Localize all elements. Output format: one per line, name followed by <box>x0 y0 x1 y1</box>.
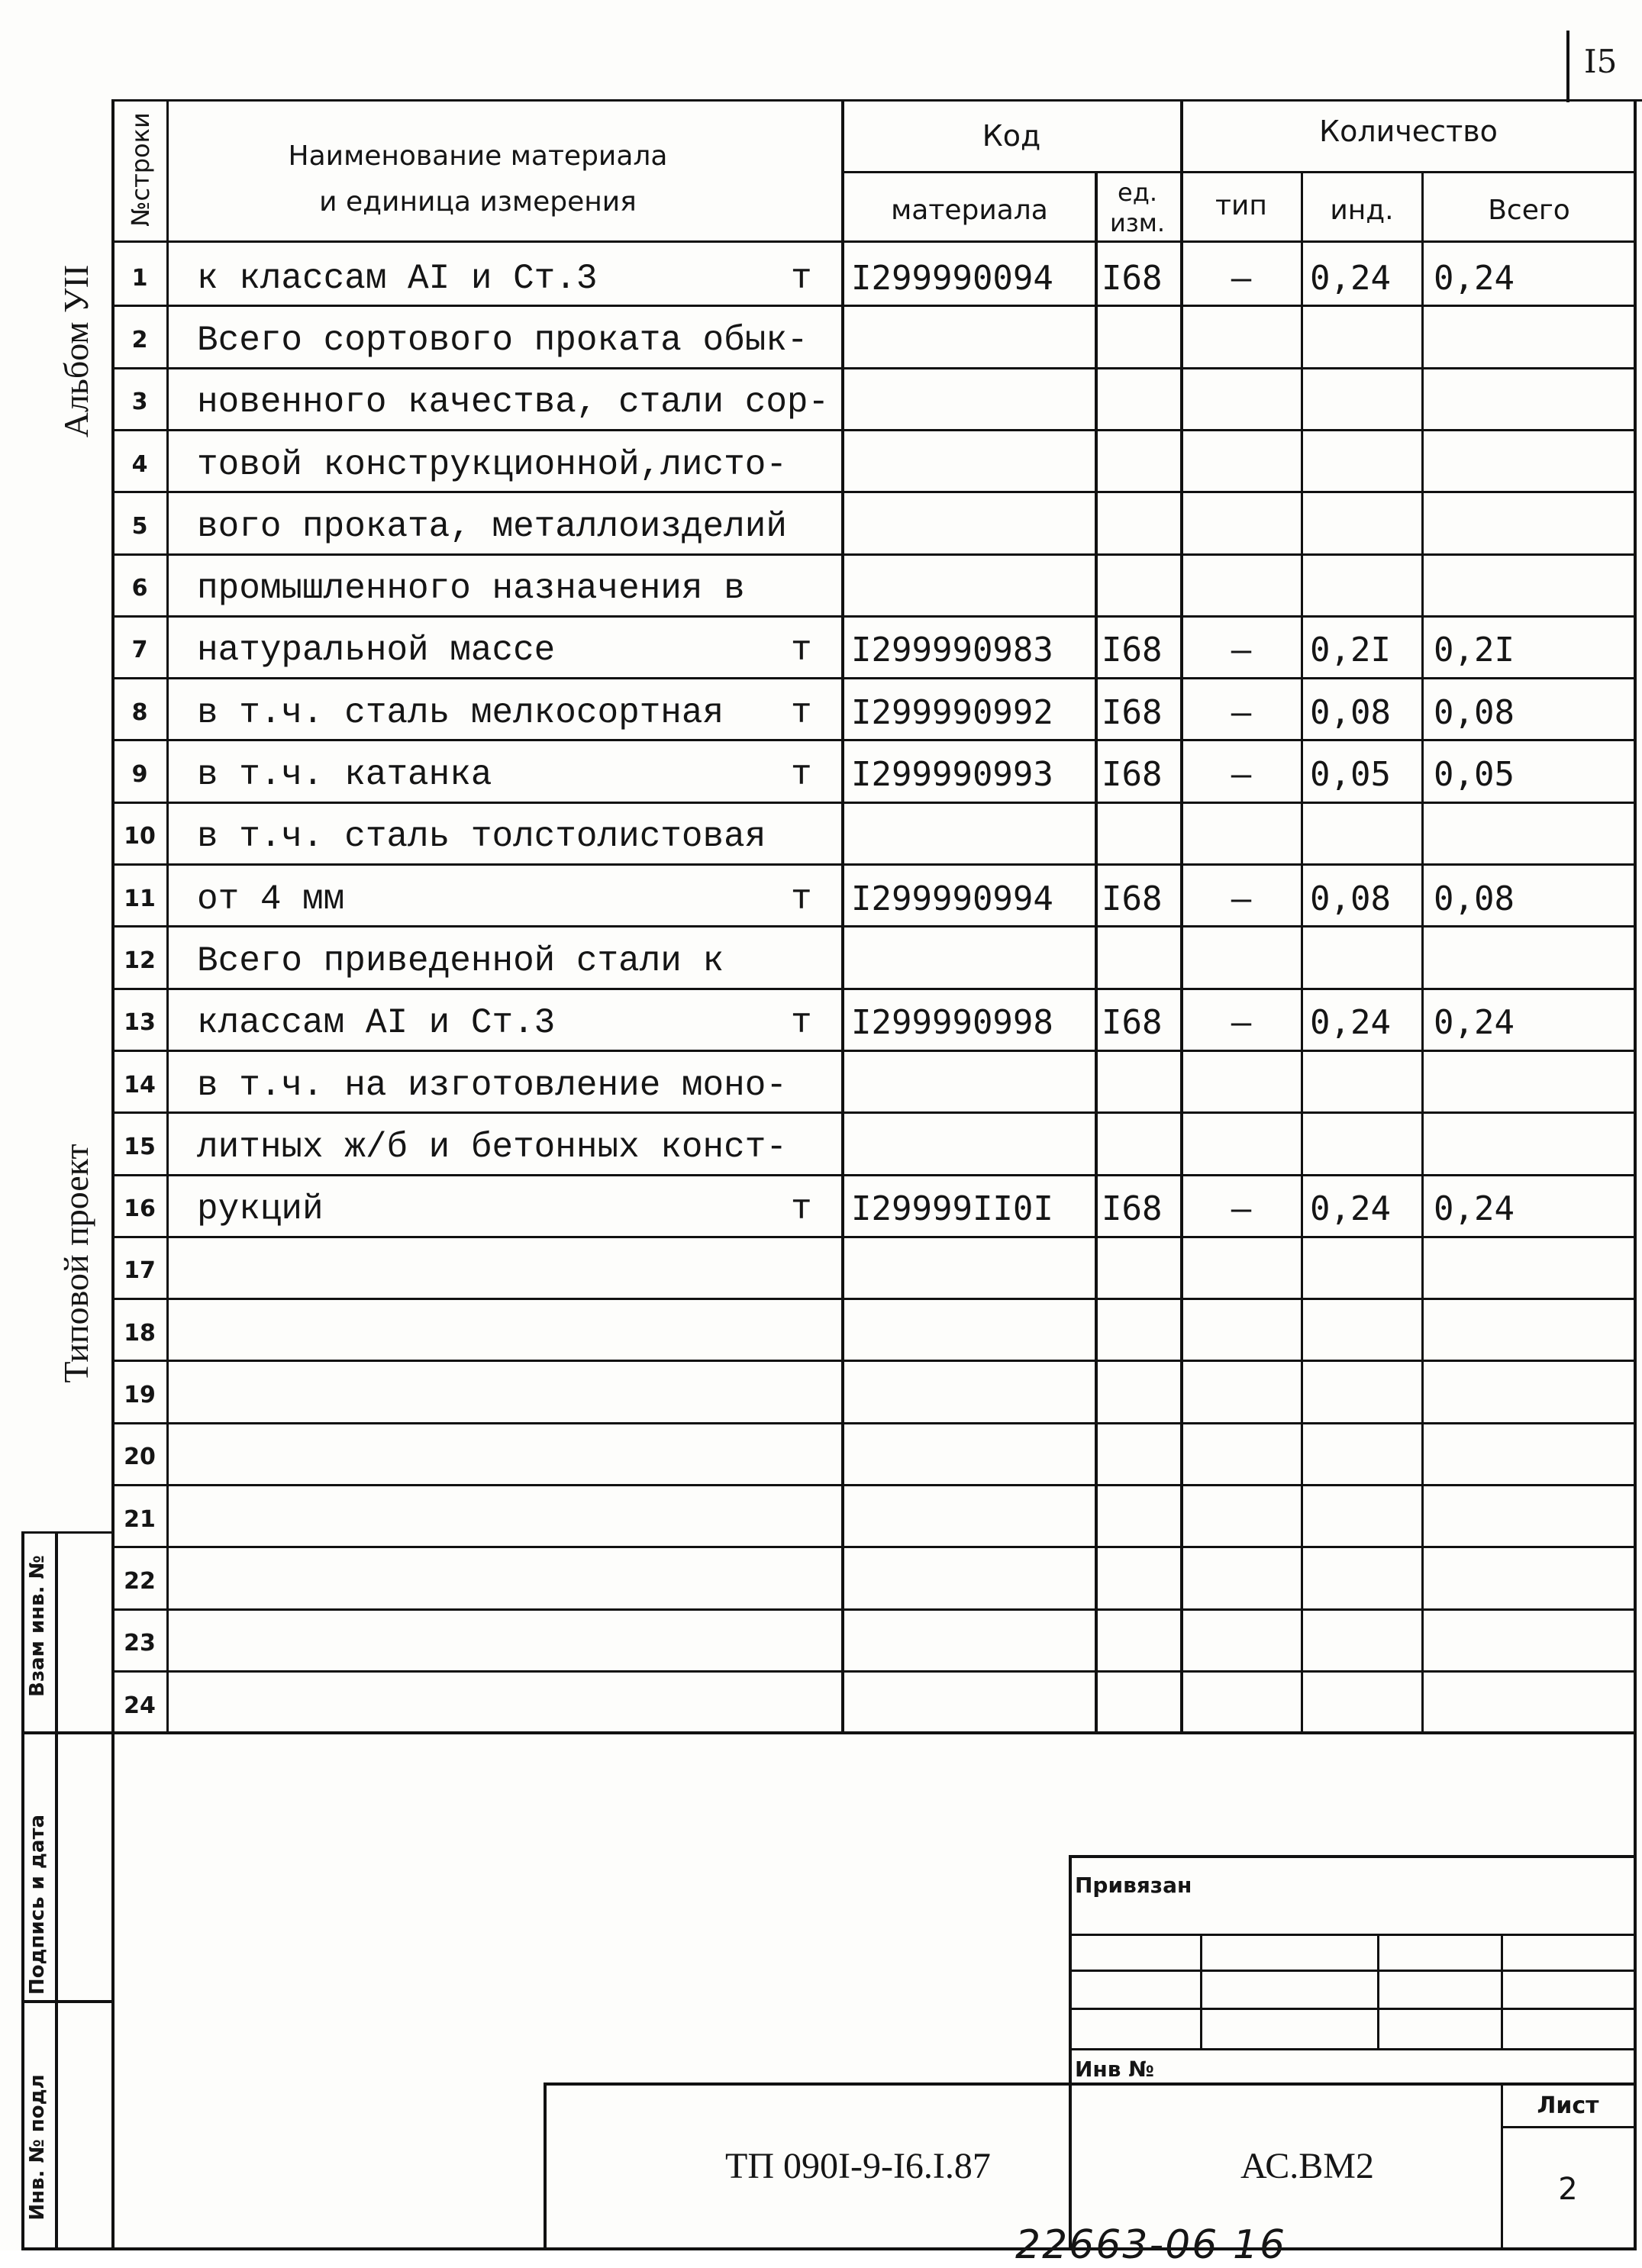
type-cell: – <box>1231 1003 1252 1042</box>
material-name-cell: в т.ч. сталь толстолистовая <box>197 817 766 857</box>
row-number-cell: 18 <box>124 1320 156 1347</box>
ind-subheader: инд. <box>1330 195 1394 226</box>
unit-code-cell: I68 <box>1102 755 1163 794</box>
signature-date-label: Подпись и дата <box>26 1814 49 1995</box>
row-separator <box>111 863 1635 866</box>
name-header-line1: Наименование материала <box>288 140 668 172</box>
row-number-cell: 6 <box>131 575 148 602</box>
row-number-cell: 2 <box>131 327 148 353</box>
row-number-cell: 23 <box>124 1630 156 1657</box>
row-number-cell: 14 <box>124 1072 156 1099</box>
total-quantity-cell: 0,2I <box>1434 631 1515 669</box>
total-quantity-cell: 0,05 <box>1434 755 1515 794</box>
row-number-cell: 7 <box>131 637 148 663</box>
row-separator <box>111 677 1635 679</box>
row-number-cell: 10 <box>124 823 156 850</box>
total-quantity-cell: 0,08 <box>1434 693 1515 732</box>
mark: АС.ВМ2 <box>1240 2146 1374 2186</box>
row-number-cell: 17 <box>124 1257 156 1284</box>
quantity-header: Количество <box>1319 115 1498 148</box>
row-separator <box>111 1484 1635 1486</box>
material-code-cell: I299990994 <box>851 879 1053 918</box>
unit-letter-cell: т <box>791 879 812 919</box>
material-subheader: материала <box>891 195 1048 226</box>
row-number-header: №строки <box>126 112 155 227</box>
row-number-cell: 12 <box>124 947 156 974</box>
row-number-cell: 3 <box>131 389 148 415</box>
privyazan-label: Привязан <box>1075 1873 1192 1898</box>
unit-subheader-line2: изм. <box>1109 208 1166 237</box>
type-cell: – <box>1231 259 1252 298</box>
row-separator <box>111 1360 1635 1362</box>
row-separator <box>111 1732 1635 1734</box>
row-separator <box>111 1236 1635 1238</box>
material-code-cell: I299990094 <box>851 259 1053 298</box>
row-number-cell: 19 <box>124 1382 156 1408</box>
unit-code-cell: I68 <box>1102 631 1163 669</box>
unit-code-cell: I68 <box>1102 259 1163 298</box>
material-name-cell: Всего сортового проката обык- <box>197 321 808 360</box>
ind-quantity-cell: 0,24 <box>1310 259 1391 298</box>
material-code-cell: I299990992 <box>851 693 1053 732</box>
material-name-cell: классам АI и Ст.3 <box>197 1003 556 1043</box>
material-name-cell: в т.ч. сталь мелкосортная <box>197 693 724 733</box>
material-name-cell: натуральной массе <box>197 631 556 670</box>
row-number-cell: 13 <box>124 1009 156 1036</box>
unit-code-cell: I68 <box>1102 1189 1163 1228</box>
row-separator <box>111 1608 1635 1611</box>
vzam-inv-label: Взам инв. № <box>26 1555 49 1697</box>
row-separator <box>111 1174 1635 1176</box>
unit-subheader-line1: ед. <box>1118 178 1157 207</box>
unit-letter-cell: т <box>791 631 812 670</box>
row-number-cell: 9 <box>131 761 148 788</box>
sheet-number-top: I5 <box>1584 43 1618 80</box>
unit-code-cell: I68 <box>1102 693 1163 732</box>
row-number-cell: 8 <box>131 699 148 726</box>
type-cell: – <box>1231 755 1252 794</box>
material-name-cell: новенного качества, стали сор- <box>197 382 830 422</box>
material-name-cell: литных ж/б и бетонных конст- <box>197 1128 787 1167</box>
sheet-value: 2 <box>1558 2172 1578 2207</box>
material-name-cell: рукций <box>197 1189 324 1229</box>
row-separator <box>111 988 1635 990</box>
row-separator <box>111 1111 1635 1114</box>
total-subheader: Всего <box>1488 195 1570 226</box>
row-number-cell: 11 <box>124 886 156 912</box>
material-name-cell: промышленного назначения в <box>197 569 745 608</box>
total-quantity-cell: 0,08 <box>1434 879 1515 918</box>
corner-bracket-vertical <box>1566 31 1569 102</box>
total-quantity-cell: 0,24 <box>1434 259 1515 298</box>
unit-letter-cell: т <box>791 1189 812 1229</box>
ind-quantity-cell: 0,08 <box>1310 879 1391 918</box>
material-name-cell: вого проката, металлоизделий <box>197 507 787 547</box>
total-quantity-cell: 0,24 <box>1434 1189 1515 1228</box>
ind-quantity-cell: 0,05 <box>1310 755 1391 794</box>
name-header-line2: и единица измерения <box>319 186 637 218</box>
row-separator <box>111 615 1635 618</box>
row-separator <box>111 739 1635 741</box>
row-separator <box>111 1298 1635 1300</box>
row-number-cell: 21 <box>124 1506 156 1533</box>
album-label: Альбом УII <box>56 264 95 438</box>
unit-letter-cell: т <box>791 693 812 733</box>
material-name-cell: от 4 мм <box>197 879 345 919</box>
ind-quantity-cell: 0,24 <box>1310 1189 1391 1228</box>
row-number-cell: 16 <box>124 1195 156 1222</box>
material-name-cell: товой конструкционной,листо- <box>197 445 787 485</box>
row-number-cell: 24 <box>124 1692 156 1719</box>
inv-no-label: Инв № <box>1075 2057 1154 2082</box>
ind-quantity-cell: 0,2I <box>1310 631 1391 669</box>
type-cell: – <box>1231 879 1252 918</box>
sheet-label: Лист <box>1537 2092 1599 2119</box>
row-separator <box>111 491 1635 493</box>
row-separator <box>111 1670 1635 1673</box>
inv-podl-label: Инв. № подл <box>26 2074 49 2221</box>
unit-letter-cell: т <box>791 1003 812 1043</box>
unit-letter-cell: т <box>791 259 812 298</box>
material-code-cell: I299990983 <box>851 631 1053 669</box>
row-separator <box>111 367 1635 369</box>
ind-quantity-cell: 0,08 <box>1310 693 1391 732</box>
material-name-cell: Всего приведенной стали к <box>197 941 724 981</box>
row-number-cell: 22 <box>124 1568 156 1595</box>
type-cell: – <box>1231 1189 1252 1228</box>
row-number-cell: 5 <box>131 513 148 540</box>
material-code-cell: I299990993 <box>851 755 1053 794</box>
code-header: Код <box>982 119 1041 153</box>
row-separator <box>111 802 1635 804</box>
material-name-cell: в т.ч. на изготовление моно- <box>197 1066 787 1105</box>
total-quantity-cell: 0,24 <box>1434 1003 1515 1042</box>
footer-number: 22663-06 16 <box>1015 2222 1287 2268</box>
type-cell: – <box>1231 693 1252 732</box>
material-name-cell: в т.ч. катанка <box>197 755 492 795</box>
ind-quantity-cell: 0,24 <box>1310 1003 1391 1042</box>
row-separator <box>111 1546 1635 1548</box>
row-separator <box>111 1422 1635 1424</box>
row-separator <box>111 925 1635 928</box>
unit-code-cell: I68 <box>1102 879 1163 918</box>
project-label: Типовой проект <box>56 1144 95 1383</box>
row-separator <box>111 553 1635 556</box>
row-number-cell: 15 <box>124 1134 156 1160</box>
designation: ТП 090I-9-I6.I.87 <box>725 2146 991 2186</box>
row-separator <box>111 429 1635 431</box>
row-separator <box>111 1050 1635 1052</box>
material-code-cell: I299990998 <box>851 1003 1053 1042</box>
row-separator <box>111 305 1635 307</box>
material-code-cell: I29999II0I <box>851 1189 1053 1228</box>
row-number-cell: 20 <box>124 1444 156 1470</box>
unit-letter-cell: т <box>791 755 812 795</box>
row-number-cell: 1 <box>131 265 148 292</box>
unit-code-cell: I68 <box>1102 1003 1163 1042</box>
row-number-cell: 4 <box>131 451 148 478</box>
material-name-cell: к классам АI и Ст.3 <box>197 259 598 298</box>
type-cell: – <box>1231 631 1252 669</box>
type-subheader: тип <box>1215 190 1267 221</box>
